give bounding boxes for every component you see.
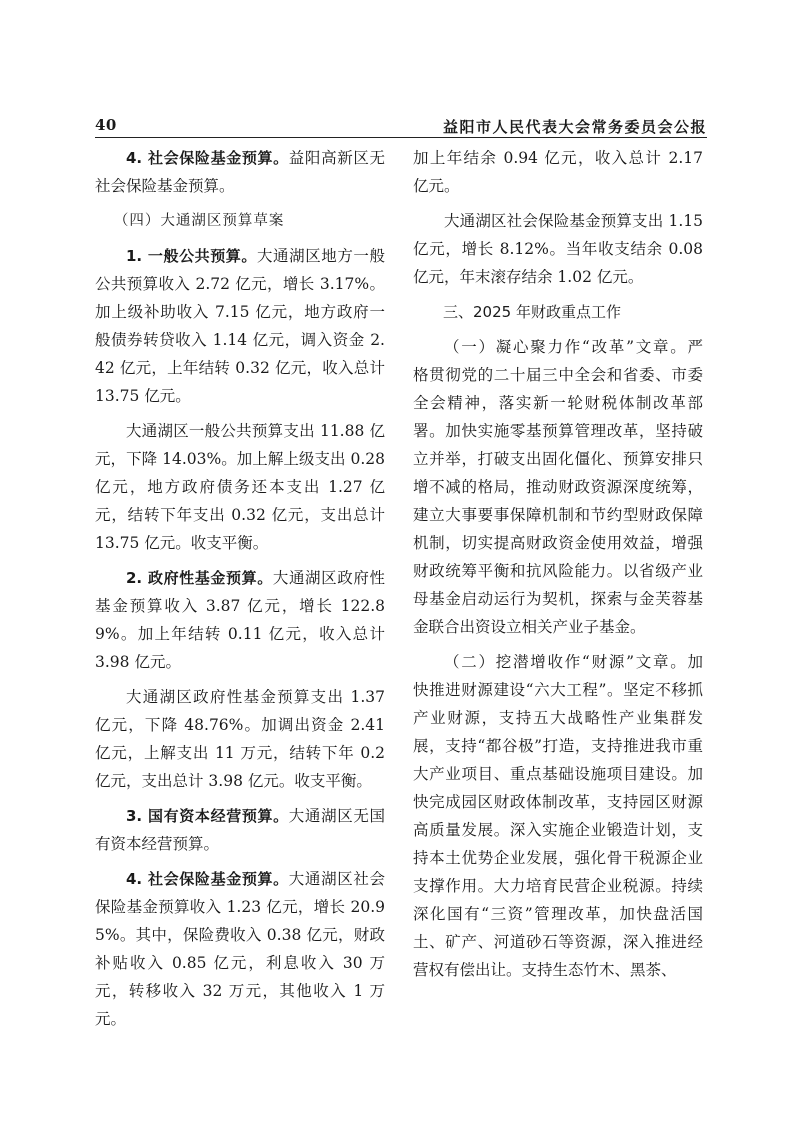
paragraph-text: 大通湖区政府性基金预算收入 3.87 亿元，增长 122.89%。加上年结转 0.11 亿元，收入总计 3.98 亿元。 [95, 569, 385, 671]
paragraph [95, 242, 385, 410]
paragraph [95, 144, 385, 200]
paragraph-text: 大通湖区无国有资本经营预算。 [95, 807, 385, 853]
paragraph [413, 333, 703, 641]
paragraph [413, 648, 703, 984]
paragraph-text: 益阳高新区无社会保险基金预算。 [95, 149, 385, 195]
paragraph [95, 865, 385, 1033]
paragraph: 大通湖区一般公共预算支出 11.88 亿元，下降 14.03%。加上解上级支出 0.28 亿元，地方政府债务还本支出 1.27 亿元，结转下年支出 0.32 亿元，支出总计 13.75 亿元。收支平衡。 [95, 422, 385, 552]
running-header [95, 114, 707, 136]
subsection-heading: （二）挖潜增收作“财源”文章。 [444, 653, 688, 671]
paragraph-text: 加快推进财源建设“六大工程”。坚定不移抓产业财源，支持五大战略性产业集群发展，支持“都谷极”打造，支持推进我市重大产业项目、重点基础设施项目建设。加快完成园区财政体制改革，支持园区财源高质量发展。深入实施企业锻造计划，支持本土优势企业发展，强化骨干税源企业支撑作用。大力培育民营企业税源。持续深化国有“三资”管理改革，加快盘活国土、矿产、河道砂石等资源，深入推进经营权有偿出让。支持生态竹木、黑茶、 [413, 653, 703, 979]
page-number: 40 [95, 116, 117, 134]
subsection-heading: （一）凝心聚力作“改革”文章。 [444, 338, 688, 356]
item-heading: 1. 一般公共预算。 [126, 247, 257, 265]
section-heading: 三、2025 年财政重点工作 [443, 303, 621, 321]
left-column [95, 144, 385, 1036]
paragraph-continuation: 加上年结余 0.94 亿元，收入总计 2.17 亿元。 [413, 149, 703, 195]
subsection-heading: （四）大通湖区预算草案 [113, 213, 285, 229]
item-heading: 4. 社会保险基金预算。 [126, 870, 289, 888]
item-heading: 3. 国有资本经营预算。 [126, 807, 289, 825]
paragraph: 大通湖区社会保险基金预算支出 1.15 亿元，增长 8.12%。当年收支结余 0.08 亿元，年末滚存结余 1.02 亿元。 [413, 212, 703, 286]
header-rule [95, 137, 707, 138]
paragraph-text: 大通湖区社会保险基金预算收入 1.23 亿元，增长 20.95%。其中，保险费收入 0.38 亿元，财政补贴收入 0.85 亿元，利息收入 30 万元，转移收入 32 万元，其他收入 1 万元。 [95, 870, 385, 1028]
paragraph [95, 802, 385, 858]
item-heading: 4. 社会保险基金预算。 [126, 149, 289, 167]
paragraph: 大通湖区政府性基金预算支出 1.37 亿元，下降 48.76%。加调出资金 2.41 亿元，上解支出 11 万元，结转下年 0.2 亿元，支出总计 3.98 亿元。收支平衡。 [95, 688, 385, 790]
paragraph [95, 564, 385, 676]
right-column [413, 144, 703, 987]
paragraph-text: 大通湖区地方一般公共预算收入 2.72 亿元，增长 3.17%。加上级补助收入 7.15 亿元，地方政府一般债券转贷收入 1.14 亿元，调入资金 2.42 亿元，上年结转 0.32 亿元，收入总计 13.75 亿元。 [95, 247, 385, 405]
item-heading: 2. 政府性基金预算。 [126, 569, 273, 587]
paragraph-text: 严格贯彻党的二十届三中全会和省委、市委全会精神，落实新一轮财税体制改革部署。加快实施零基预算管理改革，坚持破立并举，打破支出固化僵化、预算安排只增不减的格局，推动财政资源深度统筹，建立大事要事保障机制和节约型财政保障机制，切实提高财政资金使用效益，增强财政统筹平衡和抗风险能力。以省级产业母基金启动运行为契机，探索与金芙蓉基金联合出资设立相关产业子基金。 [413, 338, 703, 636]
publication-title: 益阳市人民代表大会常务委员会公报 [442, 118, 707, 136]
